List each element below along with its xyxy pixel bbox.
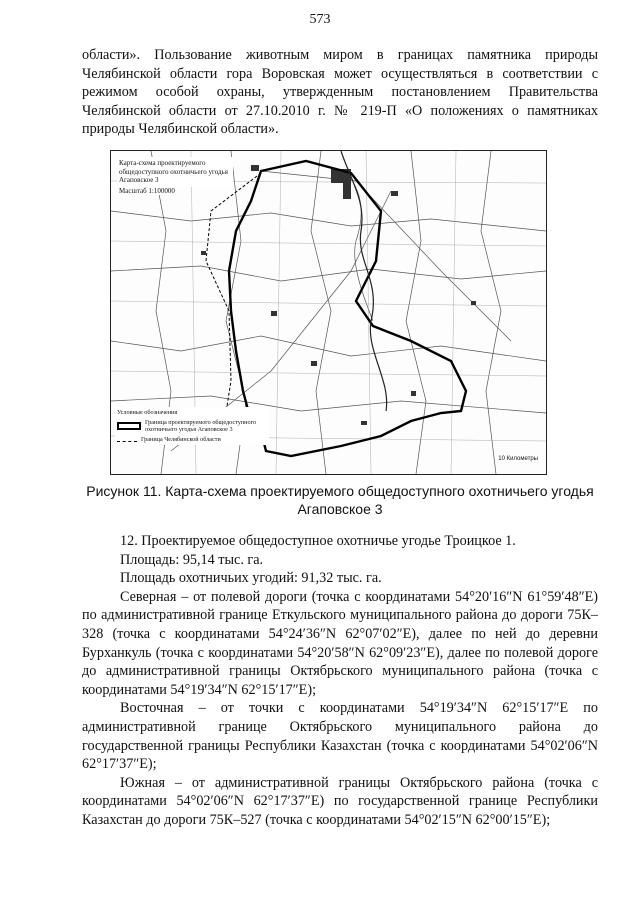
paragraph: Северная – от полевой дороги (точка с координатами 54°20′16″N 61°59′48″E) по административной границе Еткульского муниципального района до дороги 75К–328 (точка с координатами 54°24′36″N 62°07′02″E), далее по ней до деревни Бурханкуль (точка с координатами 54°20′58″N 62°09′23″E), далее по полевой дороге до административной границы Октябрьского муниципального района (точка с координатами 54°19′34″N 62°15′17″E); xyxy=(82,588,598,698)
legend-item-label: Граница Челябинской области xyxy=(141,435,221,443)
legend-item xyxy=(117,436,267,444)
paragraph: Площадь: 95,14 тыс. га. xyxy=(120,551,264,568)
body-text xyxy=(82,532,598,830)
paragraph: Восточная – от точки с координатами 54°19′34″N 62°15′17″E по административной границе Октябрьского муниципального района до государственной границы Республики Казахстан (точка с координатами 54°02′06″N 62°17′37″E); xyxy=(82,700,598,773)
figure-caption: Рисунок 11. Карта-схема проектируемого общедоступного охотничьего угодья Агаповское 3 xyxy=(86,483,594,517)
paragraph: Южная – от административной границы Октябрьского района (точка с координатами 54°02′06″N 62°17′37″E) по государственной границе Республики Казахстан до дороги 75К–527 (точка с координатами 54°02′15″N 62°00′15″E); xyxy=(82,774,598,828)
map-scale: Масштаб 1:100000 xyxy=(119,187,175,195)
paragraph: Площадь охотничьих угодий: 91,32 тыс. га. xyxy=(120,570,382,587)
map-legend xyxy=(115,407,269,445)
legend-item xyxy=(117,419,267,434)
map-scalebar: 10 Километры xyxy=(498,456,538,462)
legend-title: Условные обозначения xyxy=(117,409,178,416)
legend-bold-line-icon xyxy=(117,422,141,430)
map-title: Карта-схема проектируемого общедоступного охотничьего угодья Агаповское 3 xyxy=(117,157,233,187)
intro-paragraph: области». Пользование животным миром в границах памятника природы Челябинской области гора Воровская может осуществляться в соответствии с режимом особой охраны, утвержденным постановлением Правительства Челябинской области от 27.10.2010 г. № 219-П «О положениях о памятниках природы Челябинской области». xyxy=(82,47,598,138)
legend-item-label: Граница проектируемого общедоступного охотничьего угодья Агаповское 3 xyxy=(145,418,257,433)
paragraph: 12. Проектируемое общедоступное охотничье угодье Троицкое 1. xyxy=(120,533,516,549)
legend-dashed-line-icon xyxy=(117,441,137,442)
map-figure xyxy=(110,150,547,475)
page-number: 573 xyxy=(309,12,331,27)
